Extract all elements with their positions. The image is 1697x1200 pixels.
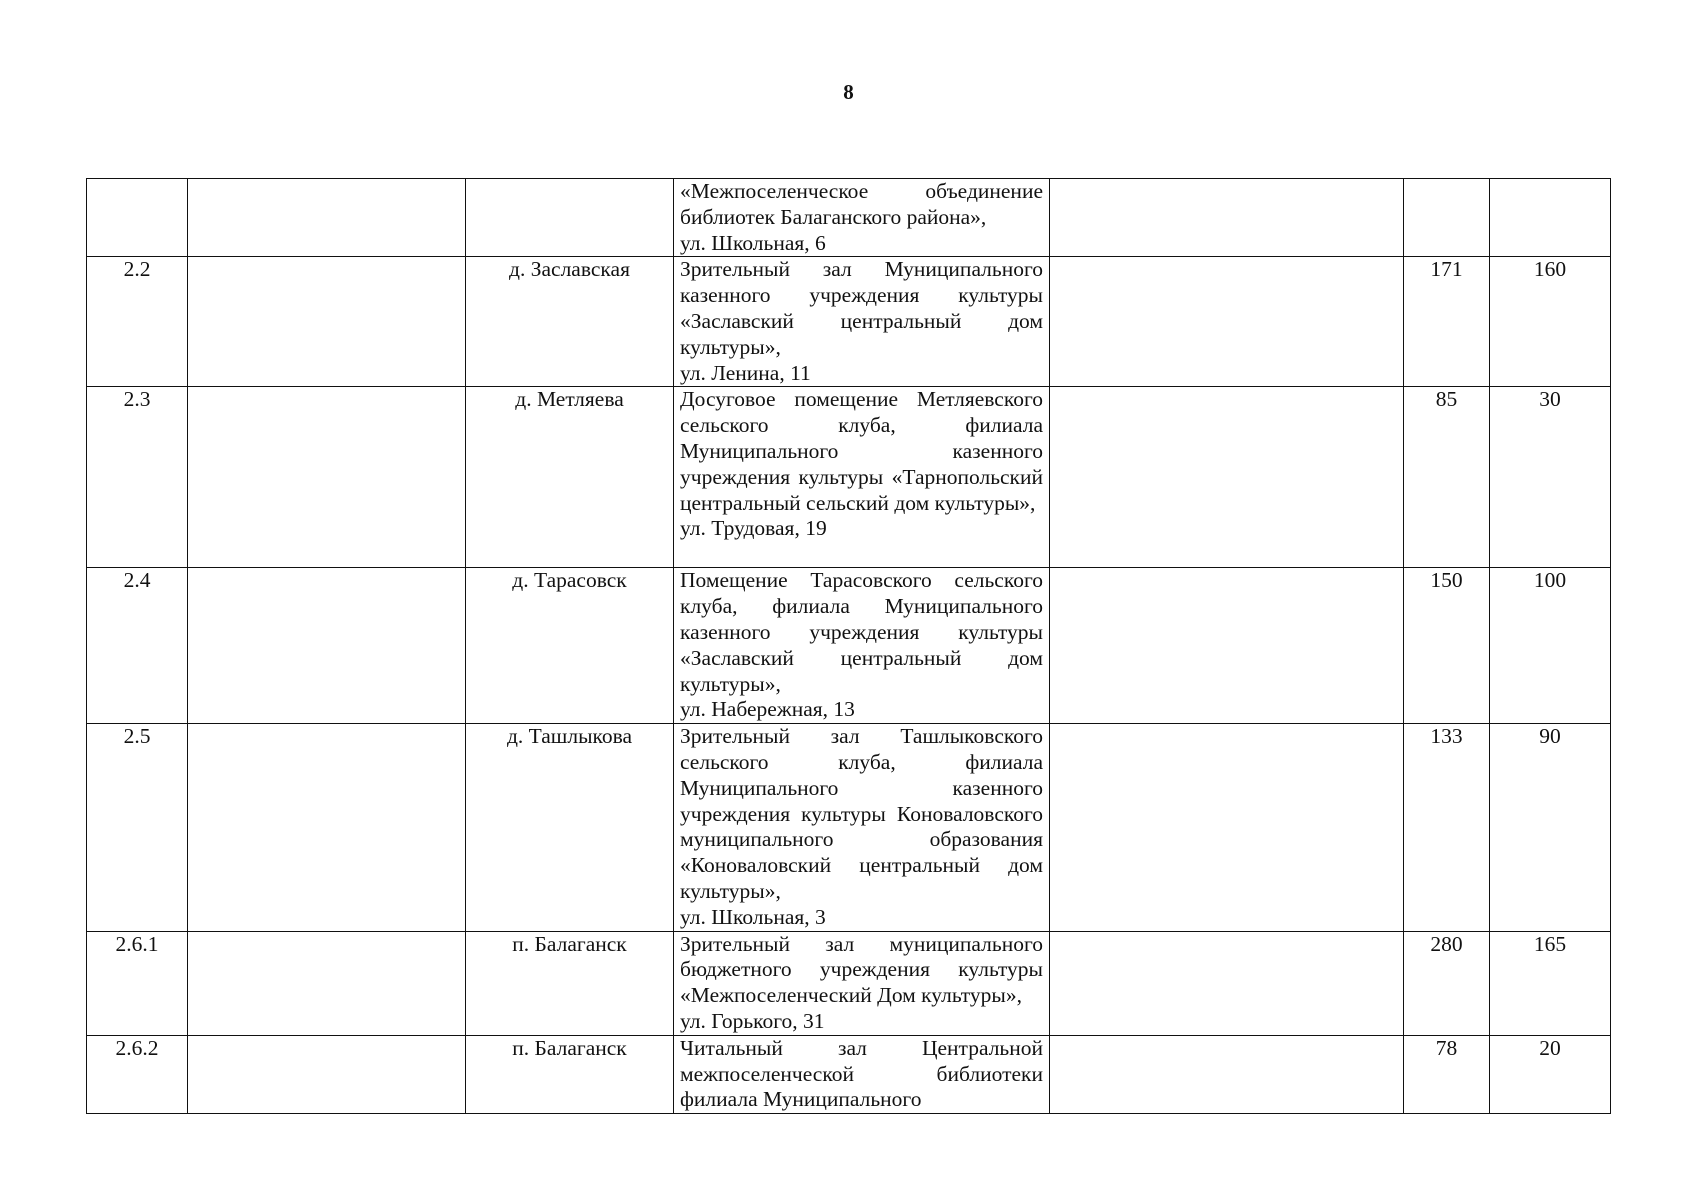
value-cell: 20 xyxy=(1490,1035,1611,1113)
row-number xyxy=(87,179,188,257)
row-number: 2.3 xyxy=(87,387,188,568)
empty-cell xyxy=(188,179,466,257)
row-number: 2.4 xyxy=(87,568,188,724)
venue-cell xyxy=(674,1035,1050,1113)
empty-cell xyxy=(1050,387,1404,568)
settlement-cell: д. Заславская xyxy=(466,257,674,387)
venue-name: Зрительный зал муниципального бюджетного учреждения культуры «Межпоселенческий Дом культуры», xyxy=(680,931,1043,1008)
capacity-cell: 85 xyxy=(1404,387,1490,568)
table-row xyxy=(87,568,1611,724)
venue-address: ул. Школьная, 3 xyxy=(680,904,826,929)
venue-address: ул. Трудовая, 19 xyxy=(680,516,827,541)
settlement-cell: д. Метляева xyxy=(466,387,674,568)
row-number: 2.6.1 xyxy=(87,931,188,1035)
venue-cell xyxy=(674,257,1050,387)
empty-cell xyxy=(1050,931,1404,1035)
empty-cell xyxy=(1050,724,1404,931)
empty-cell xyxy=(188,931,466,1035)
table-row xyxy=(87,931,1611,1035)
venue-name: Читальный зал Центральной межпоселенческой библиотеки филиала Муниципального xyxy=(680,1035,1043,1112)
row-number: 2.2 xyxy=(87,257,188,387)
empty-cell xyxy=(188,257,466,387)
table-row xyxy=(87,179,1611,257)
venue-name: Зрительный зал Ташлыковского сельского клуба, филиала Муниципального казенного учреждения культуры Коноваловского муниципального образования «Коноваловский центральный дом культуры», xyxy=(680,724,1043,903)
table-row xyxy=(87,257,1611,387)
capacity-cell: 133 xyxy=(1404,724,1490,931)
value-cell: 160 xyxy=(1490,257,1611,387)
empty-cell xyxy=(188,568,466,724)
row-number: 2.5 xyxy=(87,724,188,931)
venue-name: «Межпоселенческое объединение библиотек Балаганского района», xyxy=(680,179,1043,229)
empty-cell xyxy=(1050,1035,1404,1113)
settlement-cell xyxy=(466,179,674,257)
value-cell xyxy=(1490,179,1611,257)
venue-name: Досуговое помещение Метляевского сельского клуба, филиала Муниципального казенного учреждения культуры «Тарнопольский центральный сельский дом культуры», xyxy=(680,387,1043,515)
capacity-cell: 171 xyxy=(1404,257,1490,387)
table-row xyxy=(87,387,1611,568)
venue-name: Помещение Тарасовского сельского клуба, филиала Муниципального казенного учреждения культуры «Заславский центральный дом культуры», xyxy=(680,568,1043,696)
empty-cell xyxy=(188,387,466,568)
table-row xyxy=(87,1035,1611,1113)
row-number: 2.6.2 xyxy=(87,1035,188,1113)
settlement-cell: д. Ташлыкова xyxy=(466,724,674,931)
venues-table xyxy=(86,178,1611,1114)
page-number: 8 xyxy=(843,80,854,104)
capacity-cell xyxy=(1404,179,1490,257)
capacity-cell: 150 xyxy=(1404,568,1490,724)
venue-address: ул. Школьная, 6 xyxy=(680,230,826,255)
empty-cell xyxy=(188,724,466,931)
venue-name: Зрительный зал Муниципального казенного учреждения культуры «Заславский центральный дом культуры», xyxy=(680,257,1043,359)
venue-cell xyxy=(674,387,1050,568)
capacity-cell: 78 xyxy=(1404,1035,1490,1113)
venue-cell xyxy=(674,931,1050,1035)
value-cell: 90 xyxy=(1490,724,1611,931)
venue-address: ул. Набережная, 13 xyxy=(680,697,855,722)
empty-cell xyxy=(188,1035,466,1113)
venue-address: ул. Горького, 31 xyxy=(680,1008,825,1033)
settlement-cell: п. Балаганск xyxy=(466,1035,674,1113)
settlement-cell: п. Балаганск xyxy=(466,931,674,1035)
value-cell: 165 xyxy=(1490,931,1611,1035)
empty-cell xyxy=(1050,257,1404,387)
settlement-cell: д. Тарасовск xyxy=(466,568,674,724)
empty-cell xyxy=(1050,179,1404,257)
venue-cell xyxy=(674,724,1050,931)
venue-address: ул. Ленина, 11 xyxy=(680,360,811,385)
venue-cell xyxy=(674,568,1050,724)
value-cell: 100 xyxy=(1490,568,1611,724)
value-cell: 30 xyxy=(1490,387,1611,568)
table-row xyxy=(87,724,1611,931)
empty-cell xyxy=(1050,568,1404,724)
venue-cell xyxy=(674,179,1050,257)
capacity-cell: 280 xyxy=(1404,931,1490,1035)
